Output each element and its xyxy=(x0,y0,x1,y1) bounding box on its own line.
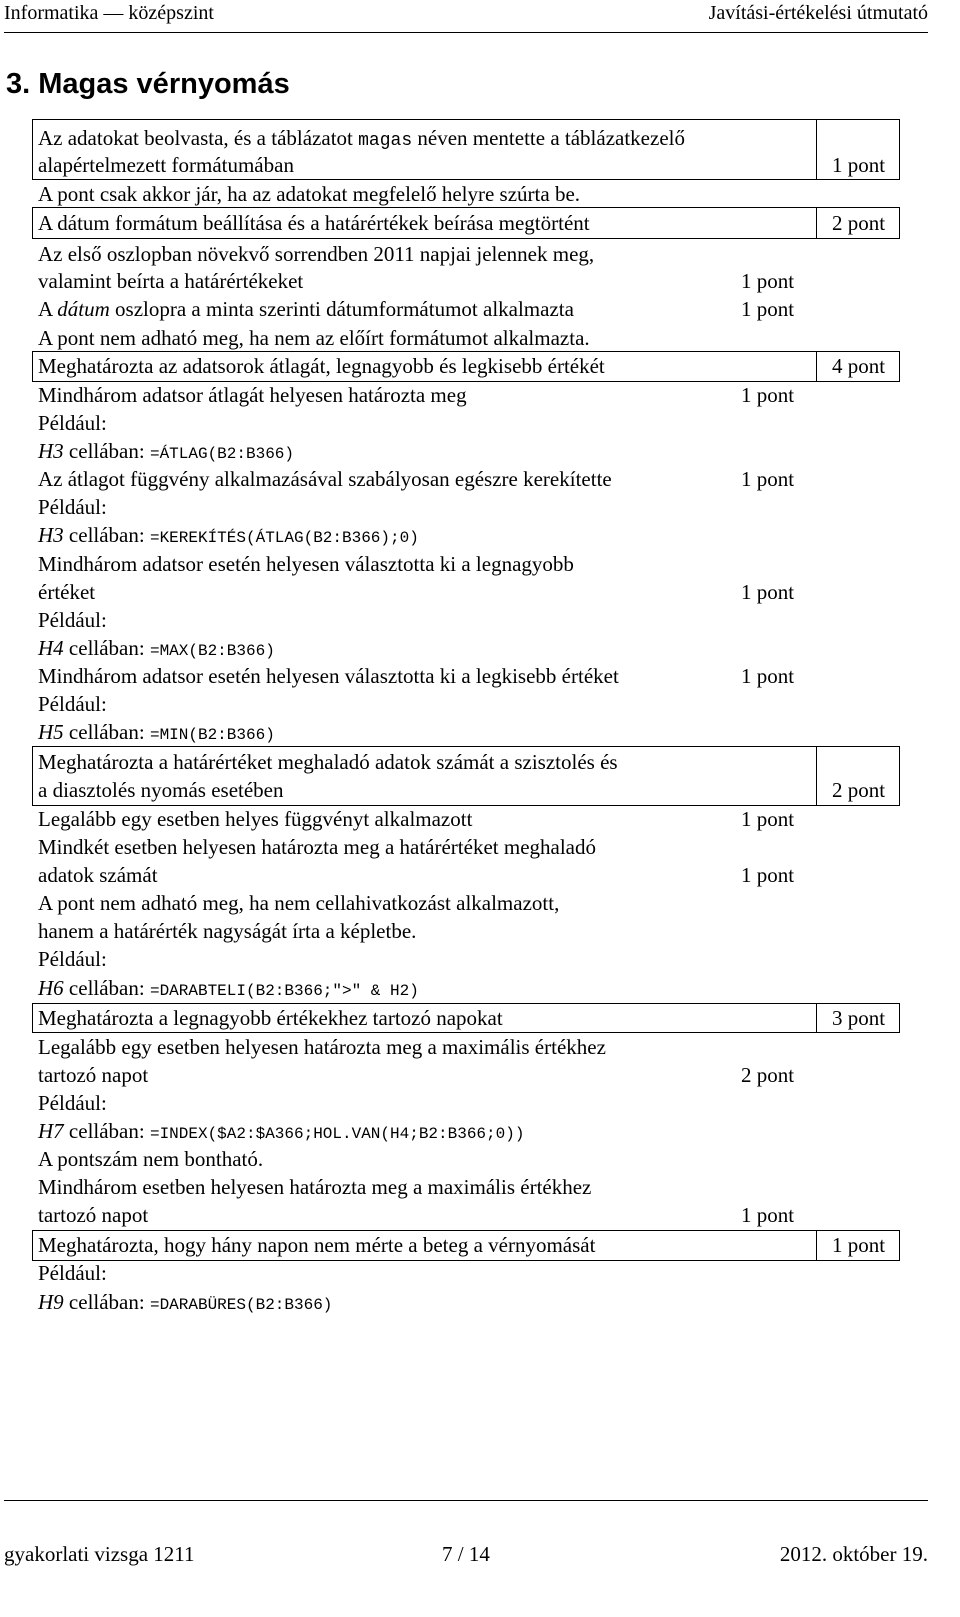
s6-line1: Meghatározta, hogy hány napon nem mérte a beteg a vérnyomását xyxy=(38,1233,596,1257)
s2-item-a-points: 1 pont xyxy=(741,269,795,293)
s3-item-d-points: 1 pont xyxy=(741,664,795,688)
page-header xyxy=(4,2,928,33)
footer-left: gyakorlati vizsga 1211 xyxy=(4,1542,195,1566)
s4-formula: H6 cellában: =DARABTELI(B2:B366;">" & H2) xyxy=(38,976,419,1000)
s5-example: Például: xyxy=(38,1091,107,1115)
s3-total-points: 4 pont xyxy=(831,354,886,378)
s4-item-a-points: 1 pont xyxy=(741,807,795,831)
s3-item-c-points: 1 pont xyxy=(741,580,795,604)
s5-formula: H7 cellában: =INDEX($A2:$A366;HOL.VAN(H4;B2:B366;0)) xyxy=(38,1119,525,1143)
s2-item-b-points: 1 pont xyxy=(741,297,795,321)
s3-item-c-formula: H4 cellában: =MAX(B2:B366) xyxy=(38,636,275,660)
s2-item-b: A dátum oszlopra a minta szerinti dátumformátumot alkalmazta xyxy=(38,297,574,321)
s5-item-a-line2: tartozó napot xyxy=(38,1063,149,1087)
header-left: Informatika — középszint xyxy=(4,2,214,24)
footer-rule xyxy=(4,1500,928,1501)
s5-item-b-points: 1 pont xyxy=(741,1203,795,1227)
s3-item-a: Mindhárom adatsor átlagát helyesen határozta meg xyxy=(38,383,467,407)
s3-item-a-points: 1 pont xyxy=(741,383,795,407)
s3-item-a-formula: H3 cellában: =ÁTLAG(B2:B366) xyxy=(38,439,294,463)
s6-example: Például: xyxy=(38,1261,107,1285)
s6-formula: H9 cellában: =DARABÜRES(B2:B366) xyxy=(38,1290,333,1314)
s4-line1: Meghatározta a határértéket meghaladó adatok számát a szisztolés és xyxy=(38,750,618,774)
s5-line1: Meghatározta a legnagyobb értékekhez tartozó napokat xyxy=(38,1006,503,1030)
s1-note: A pont csak akkor jár, ha az adatokat megfelelő helyre szúrta be. xyxy=(38,182,581,206)
s2-item-a-line2: valamint beírta a határértékeket xyxy=(38,269,304,293)
s5-total-points: 3 pont xyxy=(831,1006,886,1030)
s3-item-b-formula: H3 cellában: =KEREKÍTÉS(ÁTLAG(B2:B366);0) xyxy=(38,523,419,547)
s5-item-b-line2: tartozó napot xyxy=(38,1203,149,1227)
s2-total-points: 2 pont xyxy=(831,211,886,235)
footer-right: 2012. október 19. xyxy=(779,1542,928,1566)
s1-line2: alapértelmezett formátumában xyxy=(38,153,294,177)
s4-item-a: Legalább egy esetben helyes függvényt alkalmazott xyxy=(38,807,473,831)
s4-total-points: 2 pont xyxy=(831,778,886,802)
s5-note: A pontszám nem bontható. xyxy=(38,1147,264,1171)
s4-note-line2: hanem a határérték nagyságát írta a képletbe. xyxy=(38,919,417,943)
s4-example: Például: xyxy=(38,947,107,971)
s4-item-b-line2: adatok számát xyxy=(38,863,158,887)
s4-line2: a diasztolés nyomás esetében xyxy=(38,778,284,802)
s3-line1: Meghatározta az adatsorok átlagát, legnagyobb és legkisebb értékét xyxy=(38,354,605,378)
s3-item-d: Mindhárom adatsor esetén helyesen választotta ki a legkisebb értéket xyxy=(38,664,619,688)
s3-item-b: Az átlagot függvény alkalmazásával szabályosan egészre kerekítette xyxy=(38,467,612,491)
s3-item-c-example: Például: xyxy=(38,608,107,632)
s3-item-d-example: Például: xyxy=(38,692,107,716)
footer-page-number: 7 / 14 xyxy=(442,1542,490,1566)
s3-item-b-points: 1 pont xyxy=(741,467,795,491)
section-title: 3. Magas vérnyomás xyxy=(6,68,290,100)
s1-line1: Az adatokat beolvasta, és a táblázatot magas néven mentette a táblázatkezelő xyxy=(38,126,685,151)
s5-item-b-line1: Mindhárom esetben helyesen határozta meg a maximális értékhez xyxy=(38,1175,592,1199)
s3-item-a-example: Például: xyxy=(38,411,107,435)
s3-item-b-example: Például: xyxy=(38,495,107,519)
s6-total-points: 1 pont xyxy=(831,1233,886,1257)
s4-item-b-line1: Mindkét esetben helyesen határozta meg a határértéket meghaladó xyxy=(38,835,596,859)
s1-total-points: 1 pont xyxy=(831,153,886,177)
s3-item-c-line2: értéket xyxy=(38,580,96,604)
s4-note-line1: A pont nem adható meg, ha nem cellahivatkozást alkalmazott, xyxy=(38,891,560,915)
s5-item-a-line1: Legalább egy esetben helyesen határozta meg a maximális értékhez xyxy=(38,1035,606,1059)
s2-item-a-line1: Az első oszlopban növekvő sorrendben 2011 napjai jelennek meg, xyxy=(38,242,595,266)
s3-item-d-formula: H5 cellában: =MIN(B2:B366) xyxy=(38,720,275,744)
s2-line1: A dátum formátum beállítása és a határértékek beírása megtörtént xyxy=(38,211,590,235)
s5-item-a-points: 2 pont xyxy=(741,1063,795,1087)
s3-item-c-line1: Mindhárom adatsor esetén helyesen választotta ki a legnagyobb xyxy=(38,552,574,576)
header-right: Javítási-értékelési útmutató xyxy=(708,2,928,24)
s4-item-b-points: 1 pont xyxy=(741,863,795,887)
s2-note: A pont nem adható meg, ha nem az előírt formátumot alkalmazta. xyxy=(38,326,590,350)
